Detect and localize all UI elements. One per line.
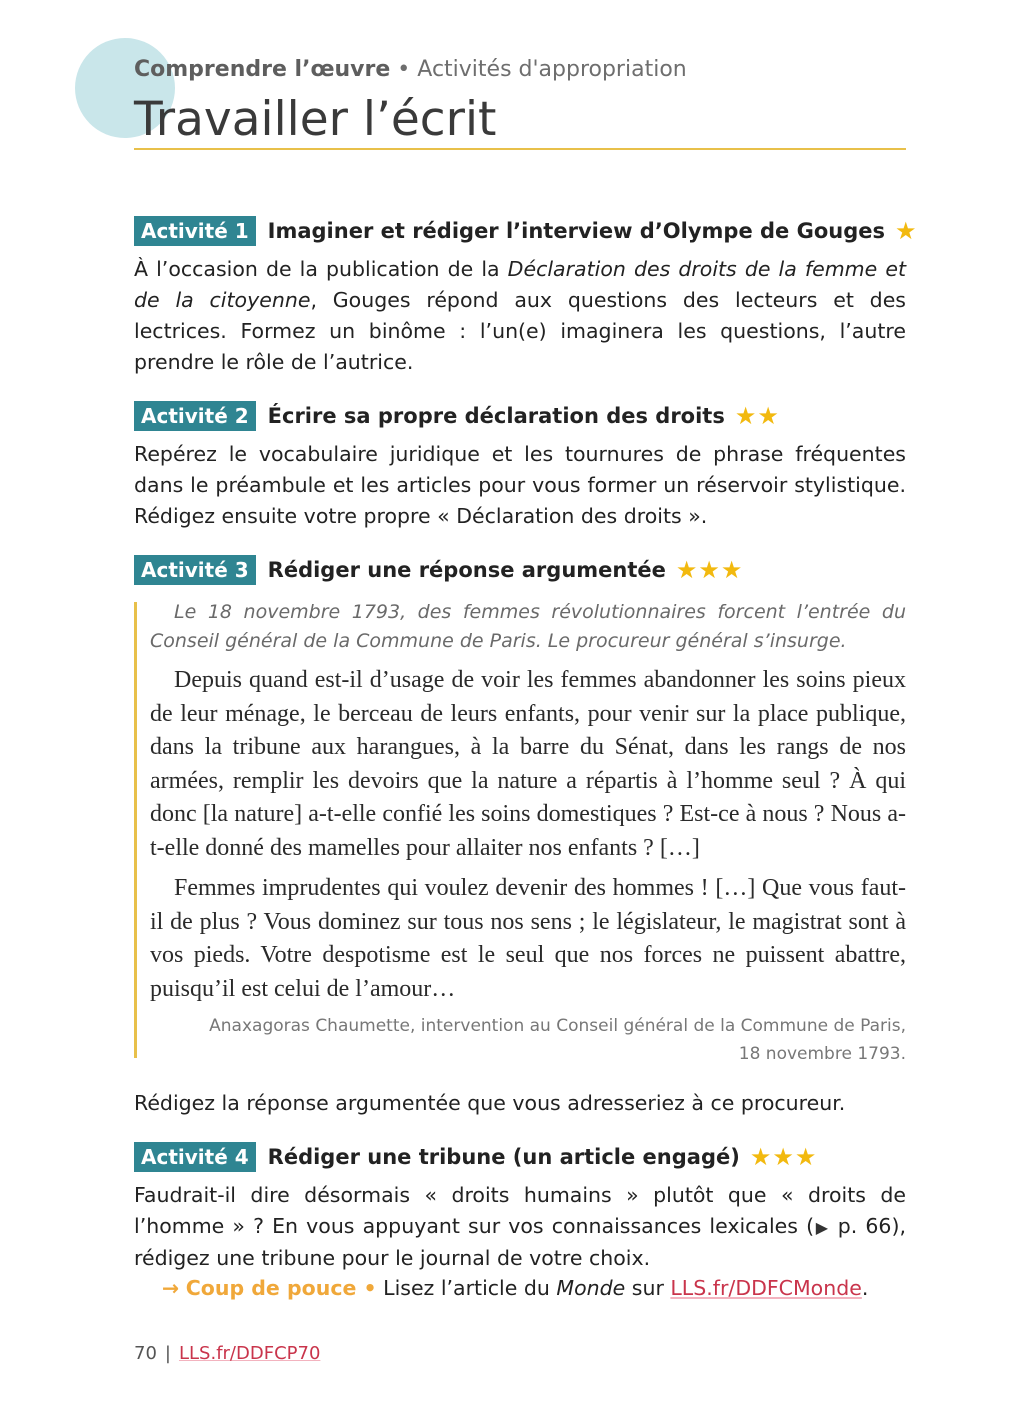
- activity-4-text-b: p. 66), rédigez une tribune pour le journal de votre choix.: [134, 1214, 906, 1270]
- title-divider: [134, 148, 906, 150]
- tip-text-a: Lisez l’article du: [376, 1276, 557, 1300]
- page-reference-icon: ▶: [814, 1218, 830, 1237]
- activity-2-badge: Activité 2: [134, 401, 256, 431]
- tip-link[interactable]: LLS.fr/DDFCMonde: [670, 1276, 862, 1300]
- activity-3-title: Rédiger une réponse argumentée: [267, 558, 666, 582]
- activity-1-text-b: , Gouges répond aux questions des lecteurs et des lectrices. Formez un binôme : l’un(e) imaginera les questions, l’autre prendre le rôle de l’autrice.: [134, 288, 906, 374]
- activity-3-header: [134, 555, 743, 585]
- kicker-separator: •: [397, 57, 411, 82]
- tip-text-italic: Monde: [556, 1276, 626, 1300]
- quote-paragraph-1: Depuis quand est-il d’usage de voir les femmes abandonner les soins pieux de leur ménage, le berceau de leurs enfants, pour venir sur la place publique, dans la tribune aux harangues, à la barre du Sénat, dans les rangs de nos armées, remplir les devoirs que la nature a répartis à l’homme seul ? À qui donc [la nature] a-t-elle confié les soins domestiques ? Est-ce à nous ? Nous a-t-elle donné des mamelles pour allaiter nos enfants ? […]: [150, 667, 906, 861]
- activity-1-header: [134, 216, 918, 246]
- arrow-right-icon: →: [162, 1276, 180, 1300]
- tip-text-b: sur: [625, 1276, 671, 1300]
- tip-label: Coup de pouce •: [185, 1276, 377, 1300]
- activity-1-badge: Activité 1: [134, 216, 256, 246]
- footer: [134, 1343, 320, 1364]
- quote-bar: [134, 602, 137, 1058]
- star-icon: ★★★: [749, 1143, 818, 1171]
- activity-3-instruction: Rédigez la réponse argumentée que vous adresseriez à ce procureur.: [134, 1091, 846, 1115]
- page-number: 70: [134, 1343, 157, 1364]
- footer-link[interactable]: LLS.fr/DDFCP70: [178, 1343, 321, 1364]
- kicker-light: Activités d'appropriation: [417, 57, 687, 82]
- kicker-strong: Comprendre l’œuvre: [134, 57, 391, 82]
- star-icon: ★★★: [675, 556, 744, 584]
- activity-4-header: [134, 1142, 817, 1172]
- tip-end: .: [861, 1276, 869, 1300]
- activity-4-text-a: Faudrait-il dire désormais « droits humains » plutôt que « droits de l’homme » ? En vous appuyant sur vos connaissances lexicales (: [134, 1183, 906, 1238]
- star-icon: ★: [894, 217, 918, 245]
- quote-source-line-2: 18 novembre 1793.: [738, 1044, 906, 1064]
- activity-1-text: [134, 254, 906, 378]
- activity-1-text-italic: Déclaration des droits de la femme et de la citoyenne: [134, 257, 906, 312]
- tip-line: [162, 1273, 868, 1304]
- star-icon: ★★: [734, 402, 780, 430]
- quote-intro: Le 18 novembre 1793, des femmes révolutionnaires forcent l’entrée du Conseil général de la Commune de Paris. Le procureur général s’insurge.: [150, 601, 906, 652]
- section-kicker: [134, 57, 687, 82]
- activity-2-title: Écrire sa propre déclaration des droits: [267, 404, 725, 428]
- activity-4-title: Rédiger une tribune (un article engagé): [267, 1145, 740, 1169]
- quote-paragraph-2: Femmes imprudentes qui voulez devenir des hommes ! […] Que vous faut-il de plus ? Vous dominez sur tous nos sens ; le législateur, le magistrat sont à vos pieds. Votre despotisme est le seul que nos forces ne puissent abattre, puisqu’il est celui de l’amour…: [150, 875, 906, 1002]
- activity-4-text: [134, 1180, 906, 1274]
- quote-source-line-1: Anaxagoras Chaumette, intervention au Conseil général de la Commune de Paris,: [209, 1016, 906, 1036]
- activity-1-title: Imaginer et rédiger l’interview d’Olympe de Gouges: [267, 219, 885, 243]
- activity-2-header: [134, 401, 780, 431]
- page-title: Travailler l’écrit: [134, 92, 497, 147]
- footer-separator: |: [164, 1343, 171, 1364]
- activity-3-badge: Activité 3: [134, 555, 256, 585]
- activity-2-text: Repérez le vocabulaire juridique et les tournures de phrase fréquentes dans le préambule et les articles pour vous former un réservoir stylistique. Rédigez ensuite votre propre « Déclaration des droits ».: [134, 442, 906, 528]
- activity-1-text-a: À l’occasion de la publication de la: [134, 257, 508, 281]
- activity-4-badge: Activité 4: [134, 1142, 256, 1172]
